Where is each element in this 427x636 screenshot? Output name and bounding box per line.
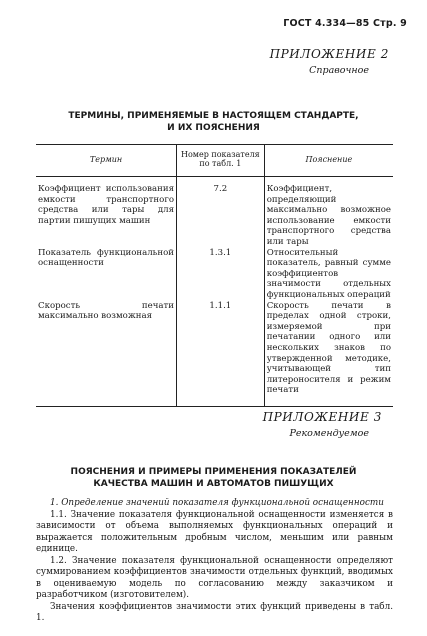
section-title-explanations-line1: ПОЯСНЕНИЯ И ПРИМЕРЫ ПРИМЕНЕНИЯ ПОКАЗАТЕЛЕЙ [70,467,357,477]
section-title-explanations-line2: КАЧЕСТВА МАШИН И АВТОМАТОВ ПИШУЩИХ [93,479,334,489]
appendix-2-label: ПРИЛОЖЕНИЕ 2 [269,47,389,61]
cell-number: 1.3.1 [177,248,265,301]
header-term: Термин [36,145,177,177]
page-header: ГОСТ 4.334—85 Стр. 9 [283,18,407,29]
cell-number: 7.2 [177,177,265,248]
appendix-3-status: Рекомендуемое [289,428,369,439]
header-explanation: Пояснение [264,145,393,177]
appendix-2-status: Справочное [309,65,369,76]
table-row [36,248,393,301]
cell-term: Показатель функциональной оснащенности [38,247,174,269]
cell-term: Коэффициент использования емкости транспортного средства или тары для партии пишущих машин [38,184,174,226]
cell-explanation: Коэффициент, определяющий максимально возможное использование емкости транспортного средства или тары [264,177,393,248]
cell-explanation: Относительный показатель, равный сумме коэффициентов значимости отдельных функциональных операций [264,248,393,301]
section-title-explanations [40,466,387,490]
appendix-3-label: ПРИЛОЖЕНИЕ 3 [262,410,382,424]
terms-table [36,144,393,407]
header-number: Номер показателя по табл. 1 [177,145,265,177]
section-title-terms-line1: ТЕРМИНЫ, ПРИМЕНЯЕМЫЕ В НАСТОЯЩЕМ СТАНДАРТЕ, [68,111,359,121]
subsection-heading: 1. Определение значений показателя функциональной оснащенности [50,498,384,508]
section-title-terms [40,110,387,134]
cell-term: Скорость печати максимально возможная [36,301,177,407]
cell-number: 1.1.1 [177,301,265,407]
section-title-terms-line2: И ИХ ПОЯСНЕНИЯ [167,123,260,133]
paragraph-tail: Значения коэффициентов значимости этих функций приведены в табл. 1. [36,601,393,623]
body-text [36,498,393,625]
table-row [36,177,393,248]
table-header-row [36,145,393,177]
paragraph-1-2: 1.2. Значение показателя функциональной оснащенности определяют суммированием коэффициентов значимости отдельных функций, вводимых в оцениваемую модель по согласованию между заказчиком и разработчиком (изготовителем). [36,555,393,600]
cell-explanation: Скорость печати в пределах одной строки, измеряемой при печатании одного или нескольких знаков по утвержденной методике, учитывающей тип литероносителя и режим печати [264,301,393,407]
table-row [36,301,393,407]
paragraph-1-1: 1.1. Значение показателя функциональной оснащенности изменяется в зависимости от объема выполняемых функциональных операций и выражается положительным дробным числом, меньшим или равным единице. [36,509,393,554]
